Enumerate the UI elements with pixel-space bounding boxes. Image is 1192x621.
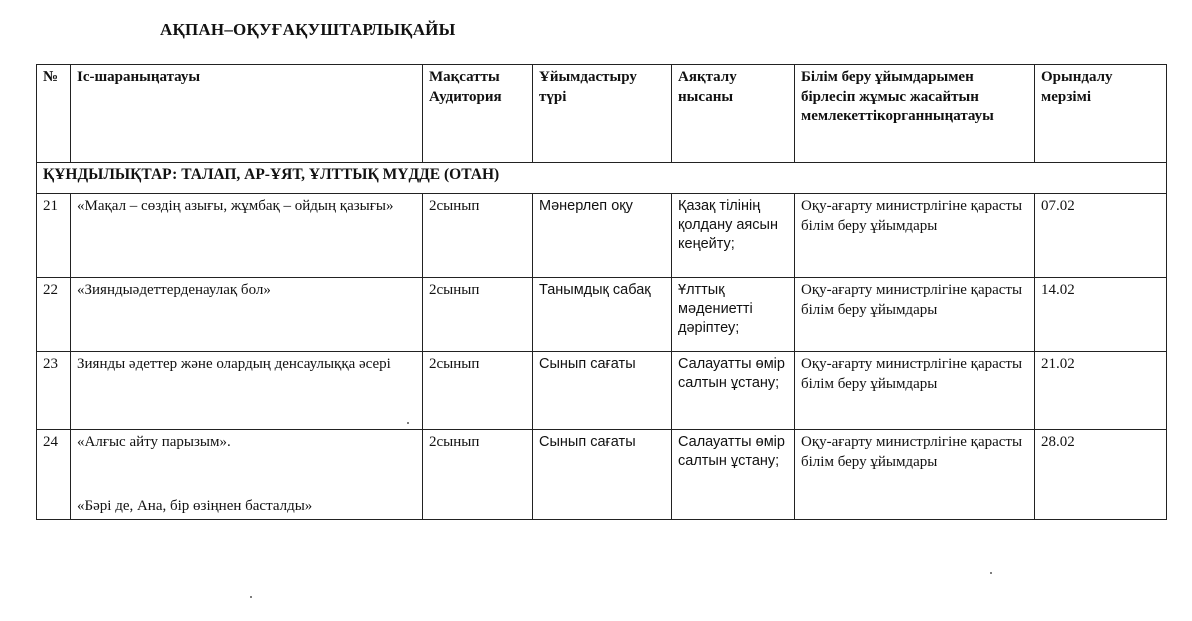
scan-speck bbox=[407, 422, 409, 424]
document-title: АҚПАН–ОҚУҒАҚУШТАРЛЫҚАЙЫ bbox=[160, 20, 456, 39]
row-name-cell bbox=[71, 430, 423, 520]
row-num: 24 bbox=[37, 430, 71, 520]
header-num: № bbox=[37, 65, 71, 163]
row-result: Қазақ тілінің қолдану аясын кеңейту; bbox=[672, 194, 795, 278]
events-table bbox=[36, 64, 1167, 520]
table-row bbox=[37, 352, 1167, 430]
row-result: Салауатты өмір салтын ұстану; bbox=[672, 430, 795, 520]
row-audience: 2сынып bbox=[423, 352, 533, 430]
row-date: 28.02 bbox=[1035, 430, 1167, 520]
row-form: Сынып сағаты bbox=[533, 352, 672, 430]
row-partner: Оқу-ағарту министрлігіне қарасты білім беру ұйымдары bbox=[795, 430, 1035, 520]
table-header-row bbox=[37, 65, 1167, 163]
header-partner: Білім беру ұйымдарымен бірлесіп жұмыс жасайтын мемлекеттікорганныңатауы bbox=[795, 65, 1035, 163]
row-name: Зиянды әдеттер және олардың денсаулыққа әсері bbox=[71, 352, 423, 430]
section-row bbox=[37, 163, 1167, 194]
header-result: Аяқталу нысаны bbox=[672, 65, 795, 163]
row-num: 23 bbox=[37, 352, 71, 430]
row-partner: Оқу-ағарту министрлігіне қарасты білім беру ұйымдары bbox=[795, 278, 1035, 352]
table-row bbox=[37, 278, 1167, 352]
row-date: 21.02 bbox=[1035, 352, 1167, 430]
row-name-note: «Бәрі де, Ана, бір өзіңнен басталды» bbox=[77, 497, 313, 514]
row-num: 21 bbox=[37, 194, 71, 278]
scan-speck bbox=[250, 596, 252, 598]
row-partner: Оқу-ағарту министрлігіне қарасты білім беру ұйымдары bbox=[795, 352, 1035, 430]
header-name: Іс-шараныңатауы bbox=[71, 65, 423, 163]
table-row bbox=[37, 430, 1167, 520]
header-date: Орындалу мерзімі bbox=[1035, 65, 1167, 163]
header-form: Ұйымдастыру түрі bbox=[533, 65, 672, 163]
section-title: ҚҰНДЫЛЫҚТАР: ТАЛАП, АР-ҰЯТ, ҰЛТТЫҚ МҮДДЕ (ОТАН) bbox=[37, 163, 1167, 194]
row-audience: 2сынып bbox=[423, 430, 533, 520]
scan-speck bbox=[990, 572, 992, 574]
row-name: «Алғыс айту парызым». bbox=[77, 434, 231, 450]
row-audience: 2сынып bbox=[423, 278, 533, 352]
row-partner: Оқу-ағарту министрлігіне қарасты білім беру ұйымдары bbox=[795, 194, 1035, 278]
row-form: Танымдық сабақ bbox=[533, 278, 672, 352]
row-date: 07.02 bbox=[1035, 194, 1167, 278]
row-num: 22 bbox=[37, 278, 71, 352]
row-form: Сынып сағаты bbox=[533, 430, 672, 520]
row-result: Салауатты өмір салтын ұстану; bbox=[672, 352, 795, 430]
row-form: Мәнерлеп оқу bbox=[533, 194, 672, 278]
row-date: 14.02 bbox=[1035, 278, 1167, 352]
table-row bbox=[37, 194, 1167, 278]
row-result: Ұлттық мәдениетті дәріптеу; bbox=[672, 278, 795, 352]
row-audience: 2сынып bbox=[423, 194, 533, 278]
row-name: «Зияндыәдеттерденаулақ бол» bbox=[71, 278, 423, 352]
row-name: «Мақал – сөздің азығы, жұмбақ – ойдың қазығы» bbox=[71, 194, 423, 278]
header-audience: Мақсатты Аудитория bbox=[423, 65, 533, 163]
